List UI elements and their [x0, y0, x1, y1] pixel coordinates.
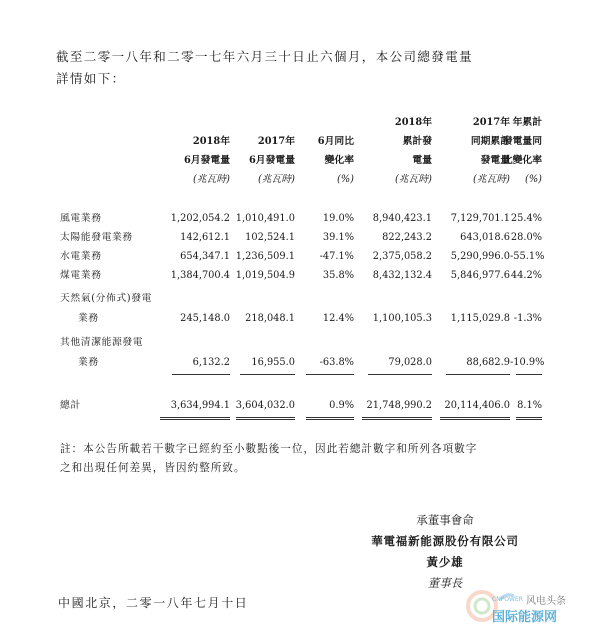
cell: 1,010,491.0 — [235, 213, 295, 224]
cell: 20,114,406.0 — [444, 400, 510, 411]
header-cumulative-yoy: 年累計 發電量同 比變化率 (%) — [502, 117, 542, 185]
cell: 44.2% — [510, 270, 542, 281]
row-label: 水電業務 — [60, 251, 102, 262]
cell: 3,604,032.0 — [235, 400, 295, 411]
cell: -1.3% — [513, 313, 542, 324]
cell: 16,955.0 — [251, 357, 295, 368]
row-label: 煤電業務 — [60, 270, 102, 281]
cell: 102,524.1 — [245, 232, 295, 243]
cell: 12.4% — [322, 313, 354, 324]
cell: 3,634,994.1 — [170, 400, 230, 411]
cell: 2,375,058.2 — [372, 251, 432, 262]
cell: 19.0% — [322, 213, 354, 224]
intro-line-2: 詳情如下： — [56, 71, 126, 86]
rule-line — [240, 374, 295, 375]
cell: 88,682.9 — [466, 357, 510, 368]
cell: 0.9% — [329, 400, 354, 411]
cell: 6,132.2 — [192, 357, 230, 368]
company-name: 華電福新能源股份有限公司 — [371, 534, 519, 548]
cell: 25.4% — [510, 213, 542, 224]
watermark-text: 风电头条 — [526, 596, 566, 607]
row-label: 其他清潔能源發電 — [60, 337, 144, 348]
rule-line — [446, 374, 510, 375]
header-2018-cumulative: 2018年 累計發 電量 (兆瓦時) — [394, 117, 432, 185]
header-2018-june: 2018年 6月發電量 (兆瓦時) — [183, 136, 230, 185]
cell: 21,748,990.2 — [366, 400, 432, 411]
cell: 245,148.0 — [180, 313, 230, 324]
total-label: 總計 — [60, 400, 81, 411]
cell: 5,290,996.0 — [450, 251, 510, 262]
cell: -10.9% — [510, 357, 545, 368]
signature-preamble: 承董事會命 — [416, 513, 474, 527]
header-june-yoy: 6月同比 變化率 (%) — [317, 136, 354, 185]
cell: 822,243.2 — [382, 232, 432, 243]
rule-line — [516, 374, 542, 375]
intro-paragraph — [56, 46, 556, 90]
header-2017-june: 2017年 6月發電量 (兆瓦時) — [248, 136, 295, 185]
watermark-small-text: CNPOWER — [492, 596, 523, 603]
signatory-title: 董事長 — [427, 576, 463, 590]
cell: 1,115,029.8 — [450, 313, 510, 324]
cell: 39.1% — [322, 232, 354, 243]
place-date: 中國北京，二零一八年七月十日 — [58, 596, 249, 610]
cell: 643,018.6 — [460, 232, 510, 243]
intro-line-1: 截至二零一八年和二零一七年六月三十日止六個月，本公司總發電量 — [56, 49, 474, 64]
watermark-site-name: 国际能源网 — [492, 610, 558, 625]
footnote-line-1: 註：本公告所載若干數字已經約至小數點後一位，因此若總計數字和所列各項數字 — [60, 443, 478, 455]
footnote — [60, 440, 550, 478]
cell: -63.8% — [319, 357, 354, 368]
rule-line — [368, 374, 432, 375]
cell: 1,202,054.2 — [170, 213, 230, 224]
cell: 1,100,105.3 — [372, 313, 432, 324]
cell: 218,048.1 — [245, 313, 295, 324]
signatory-name: 黃少雄 — [426, 555, 464, 569]
row-label: 太陽能發電業務 — [60, 232, 133, 243]
footnote-line-2: 之和出現任何差異，皆因約整所致。 — [60, 462, 246, 474]
cell: 142,612.1 — [180, 232, 230, 243]
cell: -47.1% — [319, 251, 354, 262]
cell: 1,236,509.1 — [235, 251, 295, 262]
rule-line — [172, 374, 230, 375]
cell: 79,028.0 — [388, 357, 432, 368]
header-2017-cumulative: 2017年 同期累計 發電量 (兆瓦時) — [470, 117, 510, 185]
cell: 5,846,977.6 — [450, 270, 510, 281]
cell: 8,940,423.1 — [372, 213, 432, 224]
cell: 1,019,504.9 — [235, 270, 295, 281]
cell: 7,129,701.1 — [450, 213, 510, 224]
row-label: 天然氣(分佈式)發電 — [60, 293, 153, 304]
cell: 1,384,700.4 — [170, 270, 230, 281]
cell: 654,347.1 — [180, 251, 230, 262]
rule-line — [306, 374, 354, 375]
row-label-continued: 業務 — [78, 313, 99, 324]
cell: -55.1% — [510, 251, 545, 262]
row-label-continued: 業務 — [78, 357, 99, 368]
cell: 8,432,132.4 — [372, 270, 432, 281]
cell: 8.1% — [517, 400, 542, 411]
cell: 28.0% — [510, 232, 542, 243]
cell: 35.8% — [322, 270, 354, 281]
row-label: 風電業務 — [60, 213, 102, 224]
